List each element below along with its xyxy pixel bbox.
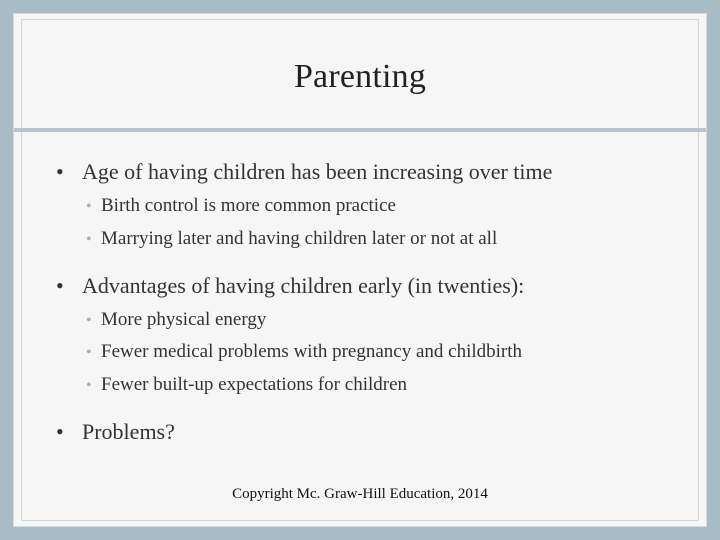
bullet-marker: • <box>56 419 64 444</box>
bullet-marker: • <box>56 273 64 298</box>
sub-bullet-text: Fewer medical problems with pregnancy and childbirth <box>101 341 523 362</box>
sub-bullet-birth-control <box>86 194 396 219</box>
slide <box>13 13 707 527</box>
sub-bullet-marker: • <box>86 344 92 361</box>
bullet-marker: • <box>56 159 64 184</box>
sub-bullet-text: Birth control is more common practice <box>101 195 396 216</box>
bullet-text: Advantages of having children early (in twenties): <box>82 273 525 298</box>
bullet-problems <box>56 419 175 445</box>
sub-bullet-text: Fewer built-up expectations for children <box>101 374 408 395</box>
slide-title: Parenting <box>293 58 427 95</box>
sub-bullet-physical-energy <box>86 308 266 333</box>
sub-bullet-text: More physical energy <box>101 309 267 330</box>
sub-bullet-marrying-later <box>86 227 497 252</box>
sub-bullet-fewer-medical <box>86 340 522 365</box>
bullet-age-increasing <box>56 159 552 185</box>
sub-bullet-marker: • <box>86 198 92 215</box>
copyright-footer: Copyright Mc. Graw-Hill Education, 2014 <box>232 486 488 502</box>
sub-bullet-marker: • <box>86 377 92 394</box>
bullet-advantages-early <box>56 273 524 299</box>
sub-bullet-marker: • <box>86 312 92 329</box>
bullet-text: Age of having children has been increasing over time <box>82 159 553 184</box>
sub-bullet-fewer-expectations <box>86 373 407 398</box>
bullet-text: Problems? <box>82 419 175 444</box>
sub-bullet-marker: • <box>86 231 92 248</box>
sub-bullet-text: Marrying later and having children later or not at all <box>101 228 498 249</box>
slide-content <box>14 14 706 526</box>
